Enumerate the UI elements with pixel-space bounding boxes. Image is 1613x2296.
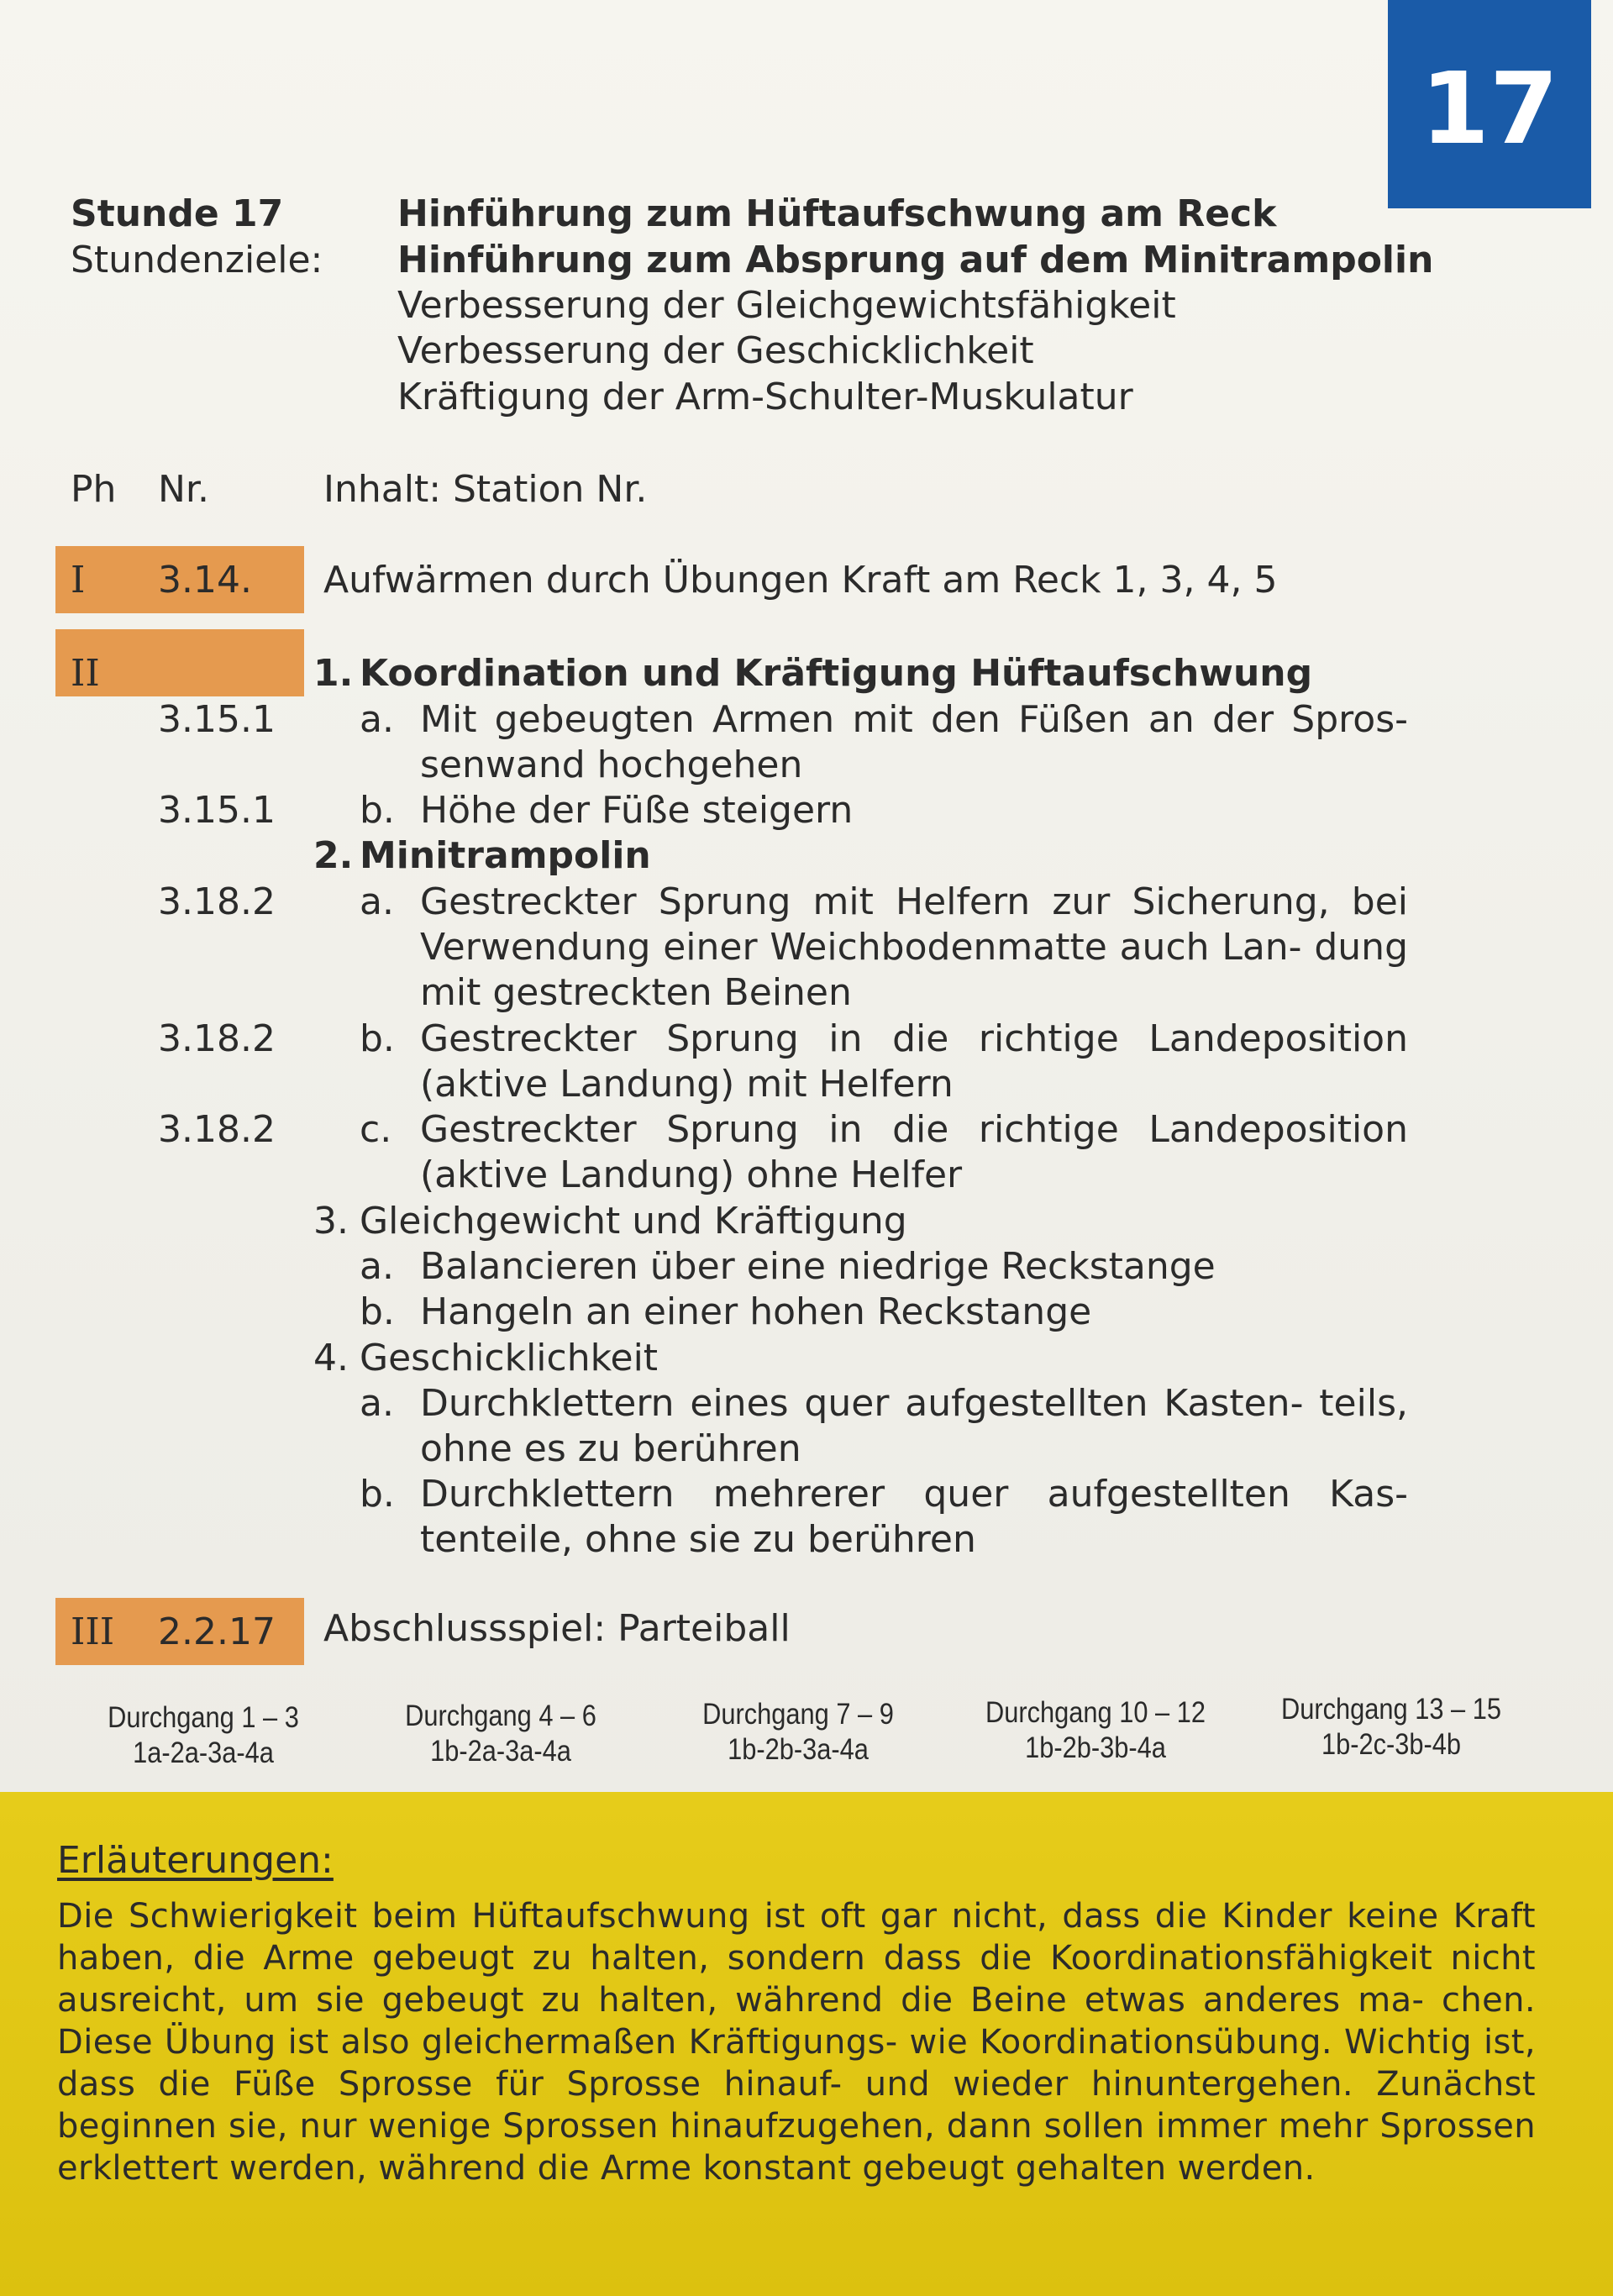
durchgang-5-seq: 1b-2c-3b-4b [1321, 1728, 1462, 1761]
s2a-letter: a. [360, 880, 394, 923]
col-inhalt: Inhalt: Station Nr. [323, 468, 648, 511]
durchgang-3-label: Durchgang 7 – 9 [702, 1698, 894, 1731]
s1a-text: Mit gebeugten Armen mit den Füßen an der Spros- senwand hochgehen [420, 698, 1408, 786]
durchgang-2 [390, 1699, 612, 1769]
s2c-nr: 3.18.2 [158, 1108, 276, 1151]
ziel-2: Hinführung zum Absprung auf dem Minitrampolin [397, 239, 1434, 281]
phase-2-ph: II [71, 652, 100, 695]
durchgang-2-seq: 1b-2a-3a-4a [430, 1735, 571, 1768]
s2b-text: Gestreckter Sprung in die richtige Landeposition (aktive Landung) mit Helfern [420, 1017, 1408, 1106]
stunde-label: Stunde 17 [71, 192, 284, 235]
phase-3-text: Abschlussspiel: Parteiball [323, 1607, 791, 1650]
col-ph: Ph [71, 468, 117, 511]
s2c-text: Gestreckter Sprung in die richtige Landeposition (aktive Landung) ohne Helfer [420, 1108, 1408, 1196]
s4a-text: Durchklettern eines quer aufgestellten Kasten- teils, ohne es zu berühren [420, 1382, 1408, 1470]
durchgang-2-label: Durchgang 4 – 6 [405, 1700, 596, 1732]
section-1-title: Koordination und Kräftigung Hüftaufschwung [360, 652, 1313, 695]
lesson-number-badge: 17 [1388, 0, 1591, 208]
ziel-3: Verbesserung der Gleichgewichtsfähigkeit [397, 284, 1176, 327]
s4a-letter: a. [360, 1382, 394, 1425]
ziel-5: Kräftigung der Arm-Schulter-Muskulatur [397, 376, 1133, 418]
phase-1-ph: I [71, 559, 86, 602]
s2b-nr: 3.18.2 [158, 1017, 276, 1060]
section-2-title: Minitrampolin [360, 834, 651, 877]
erlaeuterungen-text: Die Schwierigkeit beim Hüftaufschwung ist oft gar nicht, dass die Kinder keine Kraft haben, die Arme gebeugt zu halten, sondern dass die Koordinationsfähigkeit nicht ausreicht, um sie gebeugt zu halten, während die Beine etwas anderes ma- chen. Diese Übung ist also gleichermaßen Kräftigungs- wie Koordinationsübung. Wichtig ist, dass die Füße Sprosse für Sprosse hinauf- und wieder hinuntergehen. Zunächst beginnen sie, nur wenige Sprossen hinaufzugehen, dann sollen immer mehr Sprossen erklettert werden, während die Arme konstant gebeugt gehalten werden. [57, 1897, 1536, 2188]
durchgang-4-label: Durchgang 10 – 12 [985, 1696, 1206, 1729]
durchgang-3-seq: 1b-2b-3a-4a [728, 1733, 869, 1766]
section-3-num: 3. [313, 1200, 349, 1243]
s3b-text: Hangeln an einer hohen Reckstange [420, 1290, 1092, 1333]
ziel-1: Hinführung zum Hüftaufschwung am Reck [397, 192, 1277, 235]
s2b-letter: b. [360, 1017, 395, 1060]
s1a-letter: a. [360, 698, 394, 741]
stundenziele-label: Stundenziele: [71, 239, 323, 281]
s2c-letter: c. [360, 1108, 392, 1151]
col-nr: Nr. [158, 468, 209, 511]
durchgang-1-seq: 1a-2a-3a-4a [133, 1736, 274, 1769]
section-2-num: 2. [313, 834, 354, 877]
section-4-title: Geschicklichkeit [360, 1337, 659, 1379]
durchgang-5-label: Durchgang 13 – 15 [1280, 1693, 1501, 1726]
durchgang-3 [687, 1697, 909, 1768]
phase-1-nr: 3.14. [158, 559, 252, 602]
s3a-letter: a. [360, 1245, 394, 1288]
s1a-nr: 3.15.1 [158, 698, 276, 741]
s3b-letter: b. [360, 1290, 395, 1333]
phase-3-ph: III [71, 1610, 115, 1653]
section-4-num: 4. [313, 1337, 349, 1379]
durchgang-1-label: Durchgang 1 – 3 [108, 1701, 299, 1734]
durchgang-4-seq: 1b-2b-3b-4a [1025, 1731, 1166, 1764]
s2a-nr: 3.18.2 [158, 880, 276, 923]
phase-3-nr: 2.2.17 [158, 1610, 276, 1653]
s4b-text: Durchklettern mehrerer quer aufgestellten Kas- tenteile, ohne sie zu berühren [420, 1473, 1408, 1561]
phase-1-text: Aufwärmen durch Übungen Kraft am Reck 1, 3, 4, 5 [323, 559, 1278, 602]
section-3-title: Gleichgewicht und Kräftigung [360, 1200, 907, 1243]
s1b-nr: 3.15.1 [158, 789, 276, 832]
s3a-text: Balancieren über eine niedrige Reckstange [420, 1245, 1216, 1288]
s1b-letter: b. [360, 789, 395, 832]
erlaeuterungen-title: Erläuterungen: [57, 1839, 334, 1882]
s1b-text: Höhe der Füße steigern [420, 789, 854, 832]
section-1-num: 1. [313, 652, 354, 695]
durchgang-1 [92, 1700, 314, 1771]
ziel-4: Verbesserung der Geschicklichkeit [397, 329, 1034, 372]
s2a-text: Gestreckter Sprung mit Helfern zur Sicherung, bei Verwendung einer Weichbodenmatte auch Lan- dung mit gestreckten Beinen [420, 880, 1408, 1014]
durchgang-4 [985, 1695, 1206, 1766]
durchgang-5 [1280, 1692, 1502, 1763]
s4b-letter: b. [360, 1473, 395, 1516]
